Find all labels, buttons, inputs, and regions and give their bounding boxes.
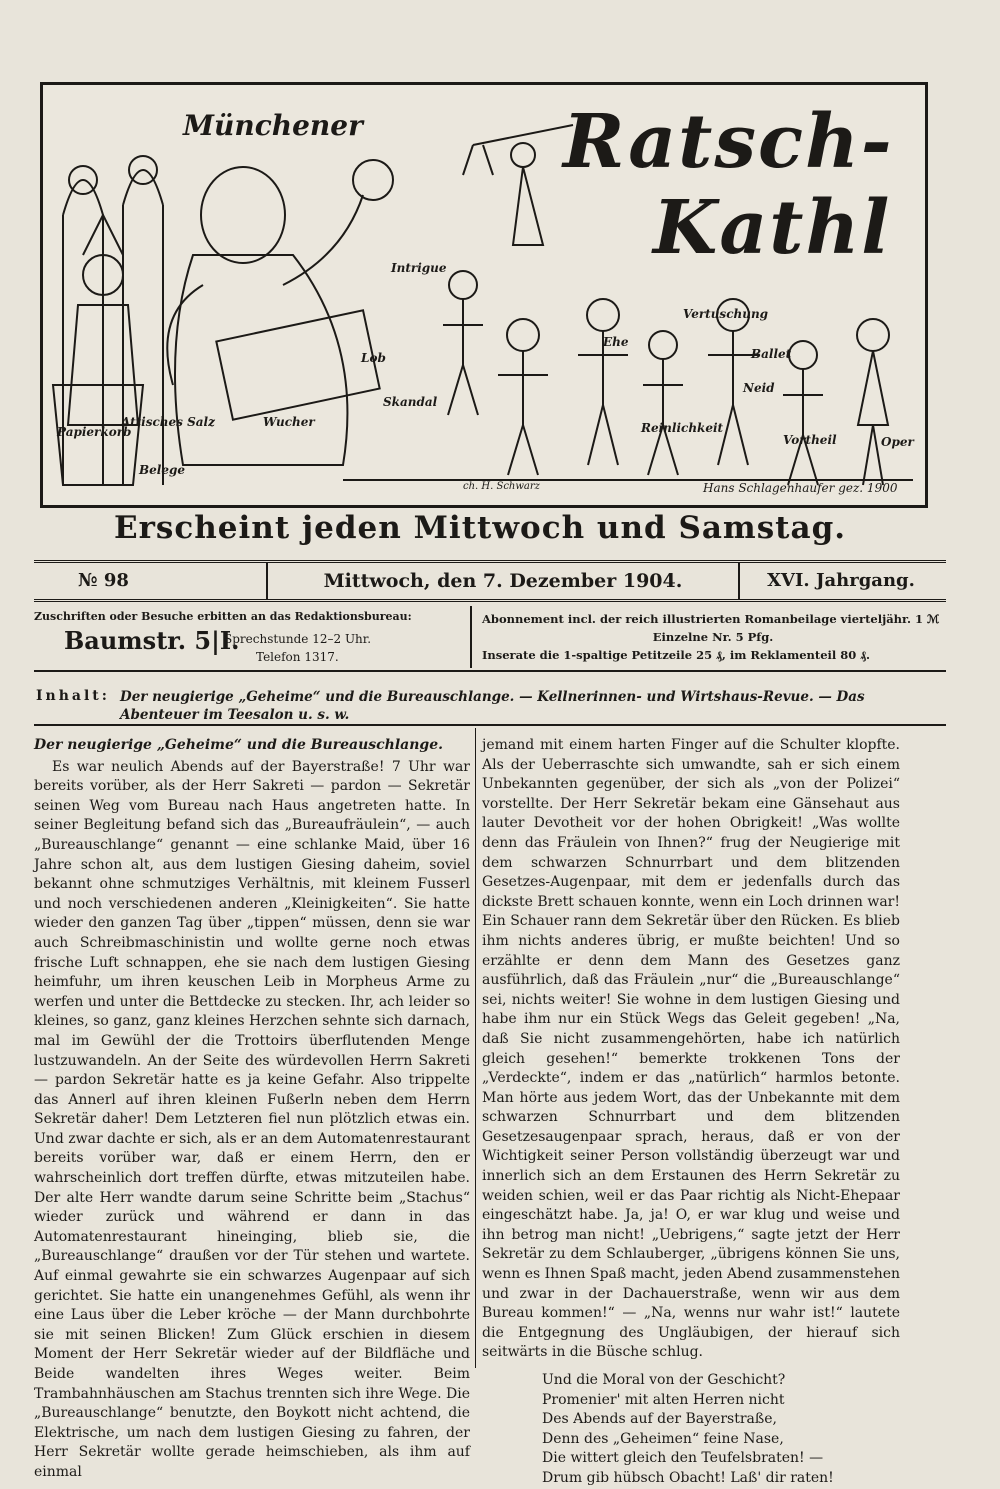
illustration-label: Ballet (751, 347, 792, 361)
column-divider (475, 728, 476, 1368)
masthead-illustration (40, 82, 928, 508)
closing-poem (542, 1371, 900, 1489)
contact-address: Baumstr. 5|I. (64, 626, 240, 655)
masthead-title-line2: Kathl (653, 185, 892, 271)
contact-phone: Telefon 1317. (256, 650, 339, 664)
poem-line: Des Abends auf der Bayerstraße, (542, 1411, 777, 1428)
poem-line: Promenier' mit alten Herren nicht (542, 1391, 785, 1408)
poem-line: Denn des „Geheimen“ feine Nase, (542, 1430, 784, 1447)
contact-intro: Zuschriften oder Besuche erbitten an das Redaktionsbureau: (34, 610, 412, 623)
poem-line: Drum gib hübsch Obacht! Laß' dir raten! (542, 1469, 834, 1486)
single-issue-price: Einzelne Nr. 5 Pfg. (652, 630, 774, 644)
illustration-label: Papierkorb (57, 425, 132, 439)
masthead-prefix: Münchener (183, 109, 363, 142)
article-column-right (482, 736, 900, 1489)
subscription-info (470, 606, 948, 668)
contents-label: Inhalt: (36, 688, 110, 704)
illustration-label: Oper (881, 435, 914, 449)
illustration-label: Wucher (263, 415, 315, 429)
publication-schedule: Erscheint jeden Mittwoch und Samstag. (113, 510, 847, 546)
illustration-label: Neid (743, 381, 775, 395)
advert-price: Inserate die 1-spaltige Petitzeile 25 ₰, im Reklamenteil 80 ₰. (482, 648, 871, 662)
illustration-label: Belege (139, 463, 185, 477)
issue-number: № 98 (78, 570, 129, 591)
contact-bar (34, 604, 946, 672)
illustration-label: Intrigue (391, 261, 447, 275)
masthead-title-line1: Ratsch- (563, 99, 894, 185)
article-body-right: jemand mit einem harten Finger auf die Schulter klopfte. Als der Ueberraschte sich umwandte, sah er sich einem Unbekannten gegenüber, der sich als „von der Polizei“ vorstellte. Der Herr Sekretär bekam eine Gänsehaut aus lauter Devotheit vor der hohen Obrigkeit! „Was wollte denn das Fräulein von Ihnen?“ frug der Neugierige mit dem schwarzen Schnurrbart und dem blitzenden Gesetzes-Augenpaar, mit dem er jedenfalls durch das dickste Brett schauen konnte, wenn ein Loch drinnen war! Ein Schauer rann dem Sekretär über den Rücken. Es blieb ihm nichts anderes übrig, er mußte beichten! Und so erzählte er denn dem Mann des Gesetzes ganz ausführlich, daß das Fräulein „nur“ die „Bureauschlange“ sei, nichts weiter! Sie wohne in dem lustigen Giesing und habe ihm nur ein Stück Wegs das Geleit gegeben! „Na, daß Sie nicht zusammengehörten, habe ich natürlich gleich gesehen!“ bemerkte trokkenen Tons der „Verdeckte“, indem er das „natürlich“ harmlos betonte. Man hörte aus jedem Wort, das der Unbekannte mit dem schwarzen Schnurrbart und dem blitzenden Gesetzesaugenpaar sprach, heraus, daß er von der Wichtigkeit seiner Person vollständig überzeugt war und innerlich sich an dem Erstaunen des Herrn Sekretär zu weiden schien, weil er das Paar richtig als Nicht-Ehepaar eingeschätzt habe. Ja, ja! O, er war klug und weise und ihn betrog man nicht! „Uebrigens,“ sagte jetzt der Herr Sekretär zu dem Schlauberger, „übrigens können Sie uns, wenn es Ihnen Spaß macht, jeden Abend zusammenstehen und zwar in der Dachauerstraße, wenn wir aus dem Bureau kommen!“ — „Na, wenns nur wahr ist!“ lautete die Entgegnung des Ungläubigen, der hierauf sich seitwärts in die Büsche schlug. (482, 737, 901, 1361)
illustrator-signature: Hans Schlagenhaufer gez. 1900 (703, 481, 898, 495)
table-of-contents (34, 684, 946, 726)
illustration-label: Ehe (603, 335, 629, 349)
poem-line: Die wittert gleich den Teufelsbraten! — (542, 1450, 824, 1467)
issue-info-bar (34, 560, 946, 602)
article-body-left: Es war neulich Abends auf der Bayerstraße! 7 Uhr war bereits vorüber, als der Herr Sakreti — pardon — Sekretär seinen Weg vom Bureau nach Haus angetreten hatte. In seiner Begleitung befand sich das „Bureaufräulein“, — auch „Bureauschlange“ genannt — eine schlanke Maid, über 16 Jahre schon alt, aus dem lustigen Giesing daheim, soviel bekannt ohne schmutziges Verhältnis, mit kleinem Fusserl und noch verschiedenen anderen „Kleinigkeiten“. Sie hatte wieder den ganzen Tag über „tippen“ müssen, denn sie war auch Schreibmaschinistin und wollte gerne noch etwas frische Luft schnappen, ehe sie nach dem lustigen Giesing heimfuhr, um ihren keuschen Leib in Morpheus Arme zu werfen und unter die Bettdecke zu stecken. Ihr, ach leider so kleines, so ganz, ganz kleines Herzchen sehnte sich darnach, mal im Gewühl der die Trottoirs überflutenden Menge lustzuwandeln. An der Seite des würdevollen Herrn Sakreti — pardon Sekretär hatte es ja keine Gefahr. Also trippelte das Annerl auf ihren kleinen Fußerln neben dem Herrn Sekretär daher! Dem Letzteren fiel nun plötzlich etwas ein. Und zwar dachte er sich, als er an dem Automatenrestaurant bereits vorüber war, daß er einem Herrn, den er wahrscheinlich dort treffen dürfte, etwas mitzuteilen habe. Der alte Herr wandte darum seine Schritte beim „Stachus“ wieder zurück und während er dann in das Automatenrestaurant hineinging, blieb sie, die „Bureauschlange“ draußen vor der Tür stehen und wartete. Auf einmal gewahrte sie ein schwarzes Augenpaar auf sich gerichtet. Sie hatte ein unangenehmes Gefühl, als wenn ihr eine Laus über die Leber kröche — der Mann durchbohrte sie mit seinen Blicken! Zum Glück erschien in diesem Moment der Herr Sekretär wieder auf der Bildfläche und Beide wandelten ihres Weges weiter. Beim Trambahnhäuschen am Stachus trennten sich ihre Wege. Die „Bureauschlange“ benutzte, den Boykott nicht achtend, die Elektrische, um nach dem lustigen Giesing zu fahren, der Herr Sekretär wollte gerade heimschieben, als ihm auf einmal (34, 758, 470, 1480)
illustration-label: Reinlichkeit (641, 421, 724, 435)
illustration-label: Lob (361, 351, 386, 365)
article-headline: Der neugierige „Geheime“ und die Bureauschlange. (34, 737, 443, 753)
subscription-price: Abonnement incl. der reich illustrierten Romanbeilage vierteljähr. 1 ℳ (482, 612, 940, 626)
article-column-left (34, 736, 470, 1483)
editorial-contact (34, 606, 462, 668)
poem-line: Und die Moral von der Geschicht? (542, 1372, 786, 1388)
contact-hours: Sprechstunde 12–2 Uhr. (224, 632, 372, 646)
illustration-label: Vortheil (783, 433, 837, 447)
illustration-label: Skandal (383, 395, 438, 409)
illustrator-initials: ch. H. Schwarz (463, 481, 540, 492)
contents-items: Der neugierige „Geheime“ und die Bureauschlange. — Kellnerinnen- und Wirtshaus-Revue. — Das Abenteuer im Teesalon u. s. w. (120, 689, 865, 723)
issue-date: Mittwoch, den 7. Dezember 1904. (266, 563, 740, 599)
illustration-label: Vertuschung (683, 307, 769, 321)
illustration-label: Attisches Salz (121, 415, 215, 429)
issue-volume: XVI. Jahrgang. (767, 570, 915, 591)
